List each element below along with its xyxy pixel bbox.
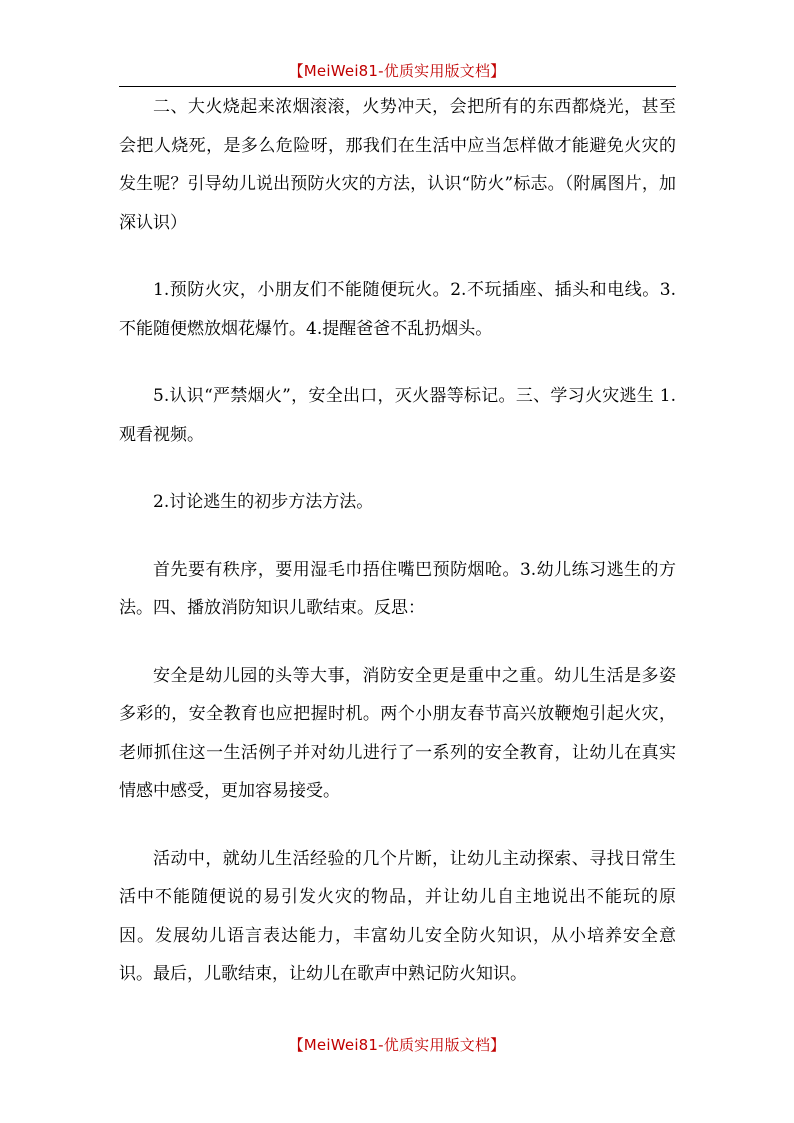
paragraph-reflection-safety: 安全是幼儿园的头等大事，消防安全更是重中之重。幼儿生活是多姿多彩的，安全教育也应把握时机。两个小朋友春节高兴放鞭炮引起火灾，老师抓住这一生活例子并对幼儿进行了一系列的安全教育，让幼儿在真实情感中感受，更加容易接受。 — [119, 665, 676, 801]
paragraph-signs-and-escape: 5.认识“严禁烟火”，安全出口，灭火器等标记。三、学习火灾逃生 1.观看视频。 — [119, 386, 676, 445]
paragraph-discussion: 2.讨论逃生的初步方法方法。 — [153, 492, 374, 512]
paragraph-escape-order: 首先要有秩序，要用湿毛巾捂住嘴巴预防烟呛。3.幼儿练习逃生的方法。四、播放消防知识儿歌结束。反思： — [119, 559, 676, 618]
page-footer-watermark: 【MeiWei81-优质实用版文档】 — [288, 1036, 506, 1054]
paragraph-prevention-steps: 1.预防火灾，小朋友们不能随便玩火。2.不玩插座、插头和电线。3.不能随便燃放烟花爆竹。4.提醒爸爸不乱扔烟头。 — [119, 280, 676, 339]
paragraph-fire-danger: 二、大火烧起来浓烟滚滚，火势冲天，会把所有的东西都烧光，甚至会把人烧死，是多么危险呀，那我们在生活中应当怎样做才能避免火灾的发生呢？引导幼儿说出预防火灾的方法，认识“防火”标志。（附属图片，加深认识） — [119, 97, 676, 233]
page-header-watermark: 【MeiWei81-优质实用版文档】 — [288, 62, 506, 80]
document-body — [119, 58, 676, 994]
paragraph-reflection-activity: 活动中，就幼儿生活经验的几个片断，让幼儿主动探索、寻找日常生活中不能随便说的易引发火灾的物品，并让幼儿自主地说出不能玩的原因。发展幼儿语言表达能力，丰富幼儿安全防火知识，从小培养安全意识。最后，儿歌结束，让幼儿在歌声中熟记防火知识。 — [119, 848, 676, 984]
